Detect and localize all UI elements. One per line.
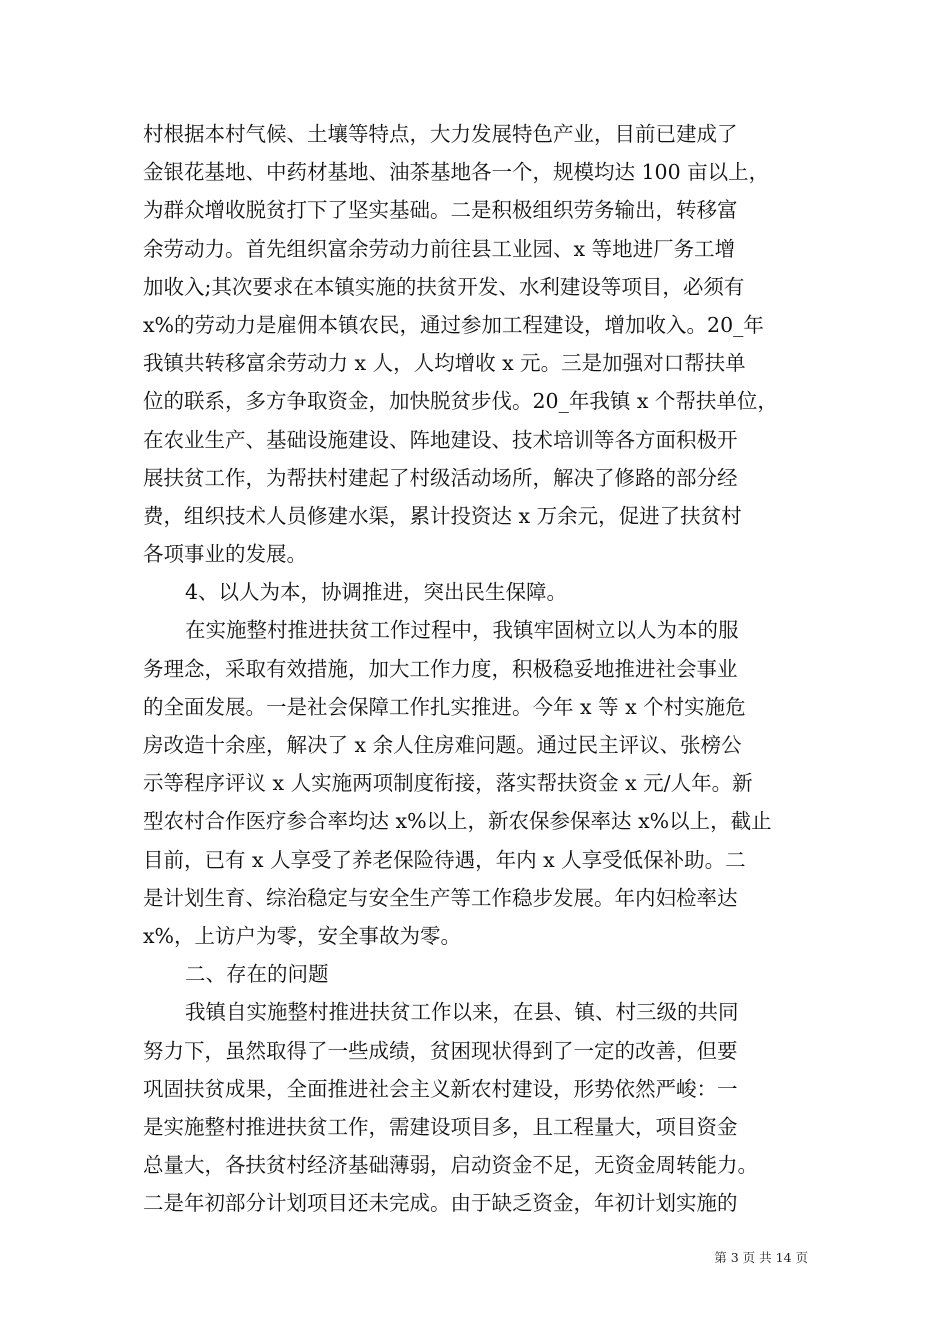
text-line: 务理念，采取有效措施，加大工作力度，积极稳妥地推进社会事业 — [143, 656, 738, 681]
text-line: 余劳动力。首先组织富余劳动力前往县工业园、x 等地进厂务工增 — [143, 236, 736, 261]
text-line: 费，组织技术人员修建水渠，累计投资达 x 万余元，促进了扶贫村 — [143, 503, 742, 528]
text-line: 在实施整村推进扶贫工作过程中，我镇牢固树立以人为本的服 — [185, 618, 739, 643]
text-line: 位的联系，多方争取资金，加快脱贫步伐。20_年我镇 x 个帮扶单位， — [143, 389, 778, 414]
text-line: 我镇自实施整村推进扶贫工作以来，在县、镇、村三级的共同 — [185, 1000, 739, 1025]
text-line: 二是年初部分计划项目还未完成。由于缺乏资金，年初计划实施的 — [143, 1191, 738, 1216]
text-line: 努力下，虽然取得了一些成绩，贫困现状得到了一定的改善，但要 — [143, 1038, 738, 1063]
text-line: 4、以人为本，协调推进，突出民生保障。 — [185, 580, 568, 605]
text-line: 加收入;其次要求在本镇实施的扶贫开发、水利建设等项目，必须有 — [143, 274, 745, 299]
text-line: 巩固扶贫成果，全面推进社会主义新农村建设，形势依然严峻：一 — [143, 1076, 738, 1101]
text-line: 房改造十余座，解决了 x 余人住房难问题。通过民主评议、张榜公 — [143, 733, 742, 757]
text-line: x%，上访户为零，安全事故为零。 — [143, 923, 462, 948]
text-line: 金银花基地、中药材基地、油茶基地各一个，规模均达 100 亩以上， — [143, 160, 770, 185]
document-body — [143, 115, 811, 1222]
text-line: 的全面发展。一是社会保障工作扎实推进。今年 x 等 x 个村实施危 — [143, 694, 746, 719]
text-line: 二、存在的问题 — [185, 962, 329, 987]
text-line: 各项事业的发展。 — [143, 542, 307, 567]
text-line: 我镇共转移富余劳动力 x 人，人均增收 x 元。三是加强对口帮扶单 — [143, 351, 746, 376]
text-line: 示等程序评议 x 人实施两项制度衔接，落实帮扶资金 x 元/人年。新 — [143, 771, 753, 796]
text-line: 是计划生育、综治稳定与安全生产等工作稳步发展。年内妇检率达 — [143, 885, 738, 910]
text-line: 是实施整村推进扶贫工作，需建设项目多，且工程量大，项目资金 — [143, 1114, 738, 1139]
text-line: 在农业生产、基础设施建设、阵地建设、技术培训等各方面积极开 — [143, 427, 738, 452]
text-line: 目前，已有 x 人享受了养老保险待遇，年内 x 人享受低保补助。二 — [143, 847, 746, 872]
page-number-footer: 第 3 页 共 14 页 — [714, 1250, 808, 1265]
text-line: 型农村合作医疗参合率均达 x%以上，新农保参保率达 x%以上，截止 — [143, 809, 772, 834]
text-line: x%的劳动力是雇佣本镇农民，通过参加工程建设，增加收入。20_年 — [143, 312, 764, 337]
text-line: 村根据本村气候、土壤等特点，大力发展特色产业，目前已建成了 — [143, 122, 738, 146]
text-line: 为群众增收脱贫打下了坚实基础。二是积极组织劳务输出，转移富 — [143, 198, 738, 223]
text-line: 总量大，各扶贫村经济基础薄弱，启动资金不足，无资金周转能力。 — [143, 1153, 758, 1178]
text-line: 展扶贫工作，为帮扶村建起了村级活动场所，解决了修路的部分经 — [143, 465, 738, 490]
